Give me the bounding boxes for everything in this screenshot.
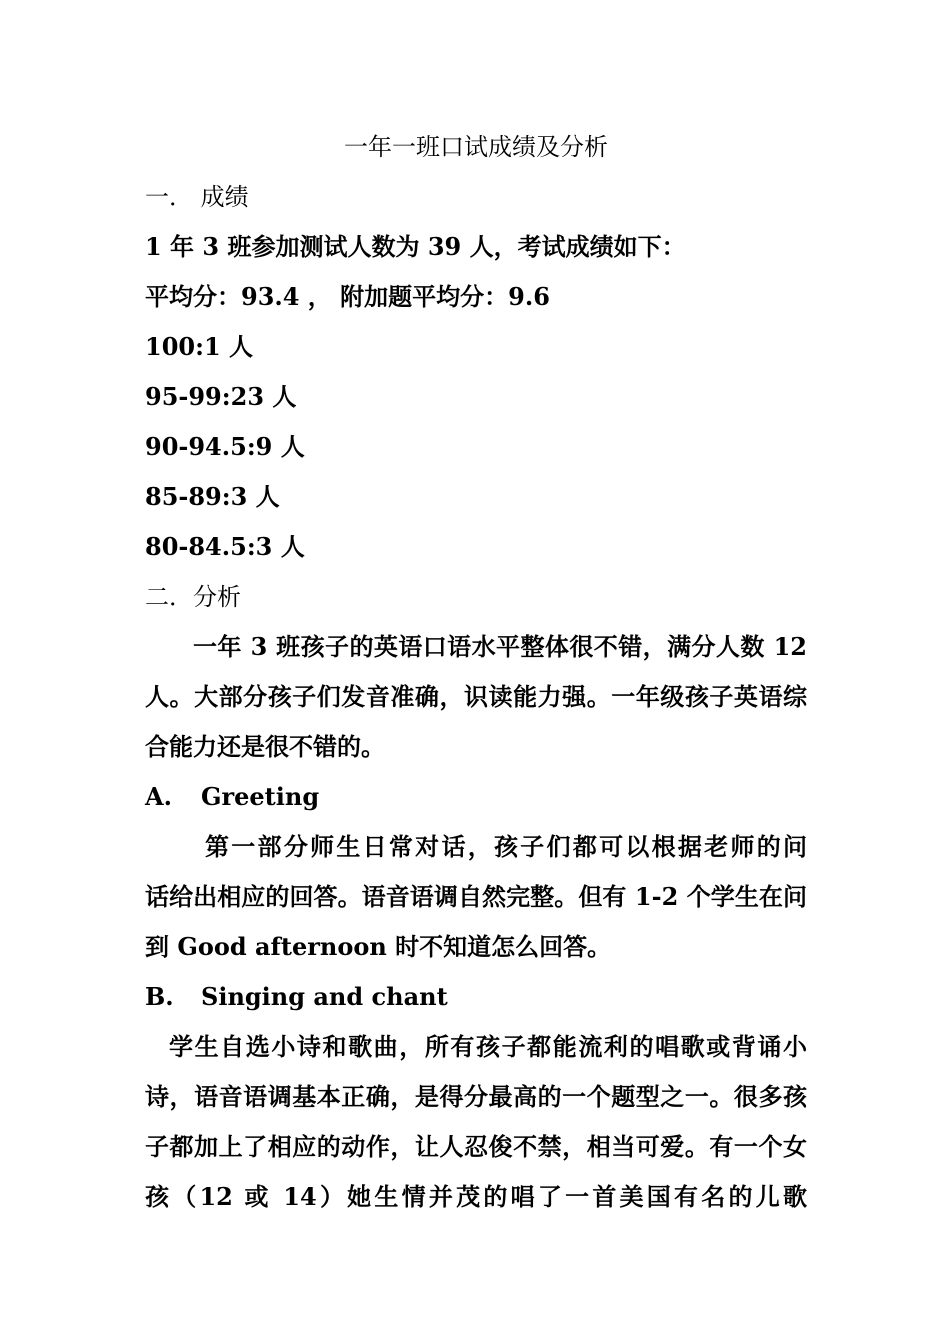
document-body [145, 122, 807, 1222]
part-b-label: B. [145, 982, 174, 1011]
score-range-90-94: 90-94.5:9 人 [145, 432, 305, 461]
part-a-title: Greeting [201, 782, 320, 811]
part-b-heading [145, 972, 807, 1022]
part-a-line-2: 话给出相应的回答。语音语调自然完整。但有 1-2 个学生在问 [145, 882, 807, 911]
section-1-heading: 一． 成绩 [145, 183, 249, 211]
score-range-95-99: 95-99:23 人 [145, 382, 297, 411]
analysis-line-3: 合能力还是很不错的。 [145, 732, 385, 761]
score-range-80-84: 80-84.5:3 人 [145, 532, 305, 561]
score-range-85-89: 85-89:3 人 [145, 482, 280, 511]
part-b-line-2: 诗，语音语调基本正确，是得分最高的一个题型之一。很多孩 [145, 1082, 807, 1111]
part-b-line-1: 学生自选小诗和歌曲，所有孩子都能流利的唱歌或背诵小 [169, 1032, 807, 1061]
section-2-heading: 二．分析 [145, 583, 241, 611]
analysis-line-2: 人。大部分孩子们发音准确，识读能力强。一年级孩子英语综 [145, 682, 807, 711]
analysis-line-1: 一年 3 班孩子的英语口语水平整体很不错，满分人数 12 [193, 632, 807, 661]
score-range-100: 100:1 人 [145, 332, 254, 361]
part-b-line-3: 子都加上了相应的动作，让人忍俊不禁，相当可爱。有一个女 [145, 1132, 807, 1161]
part-a-heading [145, 772, 807, 822]
document-title: 一年一班口试成绩及分析 [344, 133, 608, 161]
part-b-title: Singing and chant [201, 982, 448, 1011]
part-b-line-4: 孩（12 或 14）她生情并茂的唱了一首美国有名的儿歌 [145, 1182, 807, 1211]
summary-line: 1 年 3 班参加测试人数为 39 人，考试成绩如下： [145, 232, 686, 261]
part-a-line-3: 到 Good afternoon 时不知道怎么回答。 [145, 932, 612, 961]
average-line: 平均分：93.4 ， 附加题平均分：9.6 [145, 282, 550, 311]
part-a-line-1: 第一部分师生日常对话，孩子们都可以根据老师的问 [205, 832, 807, 861]
part-a-label: A. [145, 782, 172, 811]
